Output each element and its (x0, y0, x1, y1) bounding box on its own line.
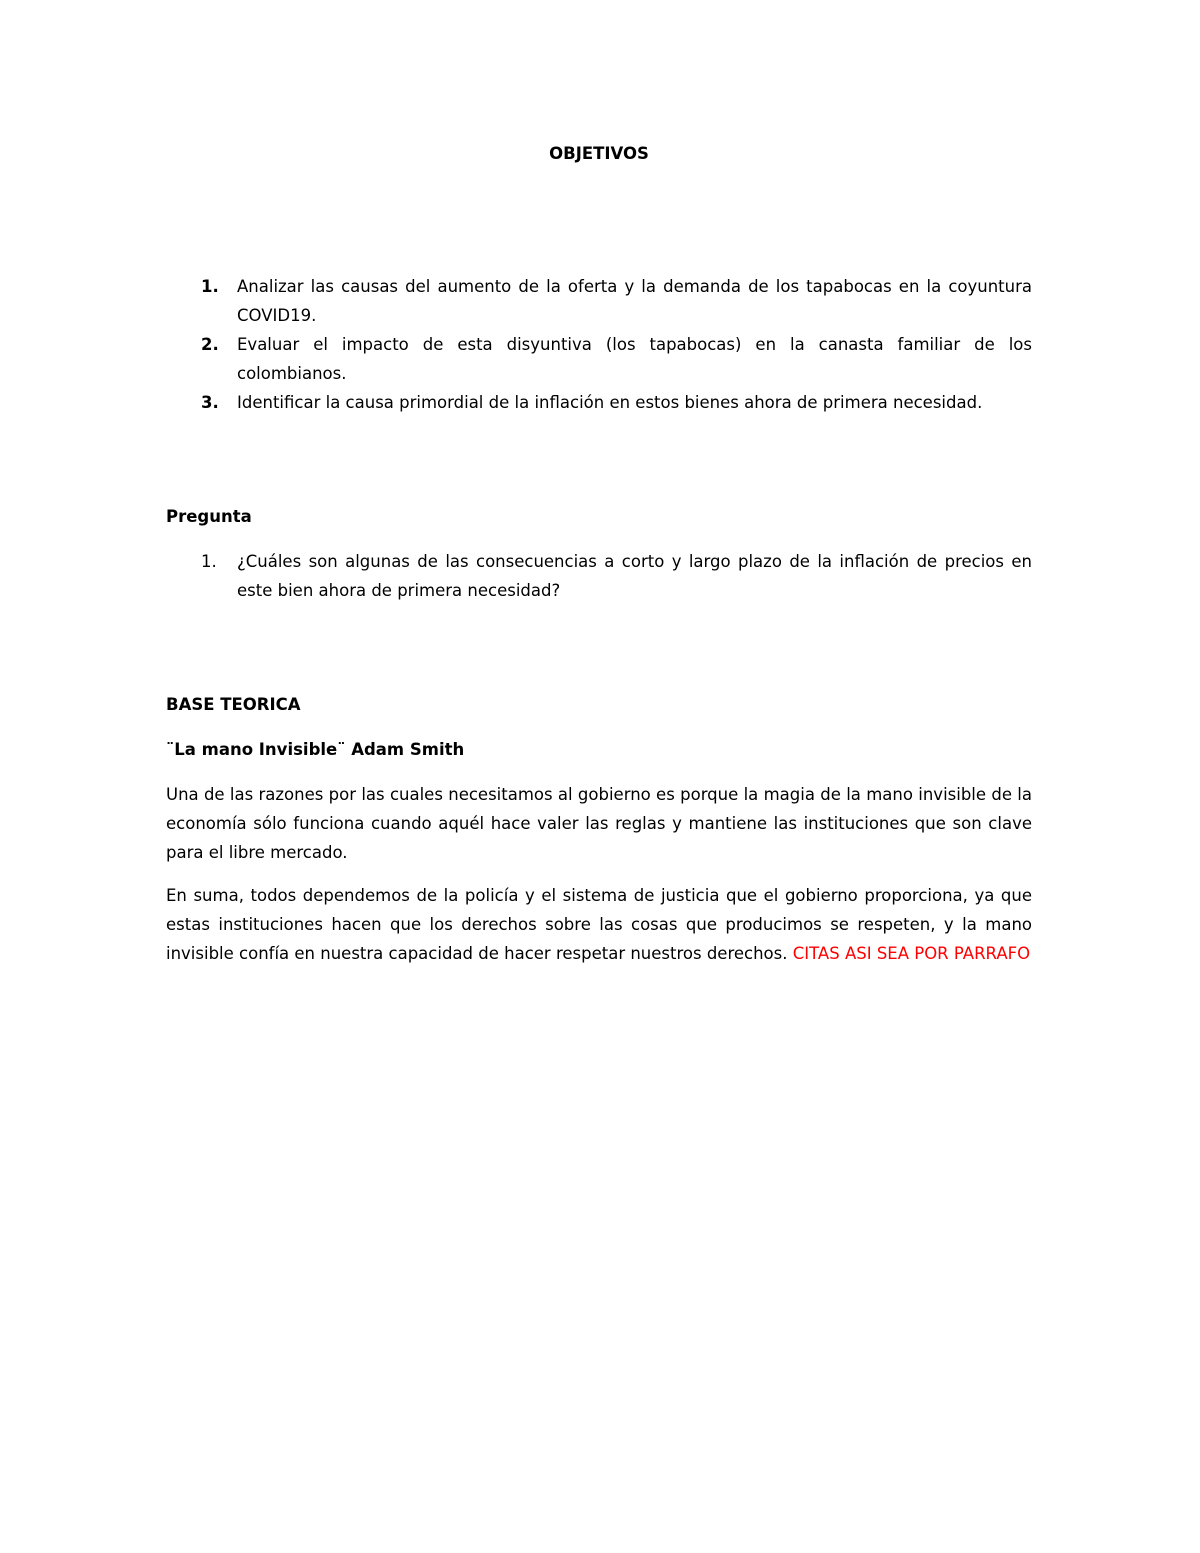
quote-heading: ¨La mano Invisible¨ Adam Smith (166, 740, 465, 759)
body-paragraph-1 (166, 780, 1032, 867)
questions-list (166, 547, 1032, 605)
body-paragraph-2 (166, 881, 1032, 968)
objective-text: Identificar la causa primordial de la inflación en estos bienes ahora de primera necesidad. (237, 393, 983, 412)
question-item (166, 547, 1032, 605)
objective-number: 2. (201, 335, 219, 354)
objectives-list (166, 272, 1032, 417)
objective-text: Evaluar el impacto de esta disyuntiva (los tapabocas) en la canasta familiar de los colombianos. (237, 335, 1032, 383)
objective-text: Analizar las causas del aumento de la oferta y la demanda de los tapabocas en la coyuntura COVID19. (237, 277, 1032, 325)
objective-number: 3. (201, 393, 219, 412)
objective-item (166, 330, 1032, 388)
objective-item (166, 388, 1032, 417)
base-theory-heading: BASE TEORICA (166, 695, 301, 714)
question-heading: Pregunta (166, 507, 252, 526)
objective-item (166, 272, 1032, 330)
citation-note: CITAS ASI SEA POR PARRAFO (792, 944, 1031, 963)
page-title: OBJETIVOS (549, 144, 649, 163)
question-text: ¿Cuáles son algunas de las consecuencias a corto y largo plazo de la inflación de precios en este bien ahora de primera necesidad? (237, 552, 1032, 600)
paragraph-2-text: En suma, todos dependemos de la policía y el sistema de justicia que el gobierno proporciona, ya que estas instituciones hacen que los derechos sobre las cosas que producimos se respeten, y la mano invisible confía en nuestra capacidad de hacer respetar nuestros derechos. (166, 886, 1032, 963)
question-number: 1. (201, 552, 217, 571)
objective-number: 1. (201, 277, 219, 296)
paragraph-1-text: Una de las razones por las cuales necesitamos al gobierno es porque la magia de la mano invisible de la economía sólo funciona cuando aquél hace valer las reglas y mantiene las instituciones que son clave para el libre mercado. (166, 785, 1032, 862)
